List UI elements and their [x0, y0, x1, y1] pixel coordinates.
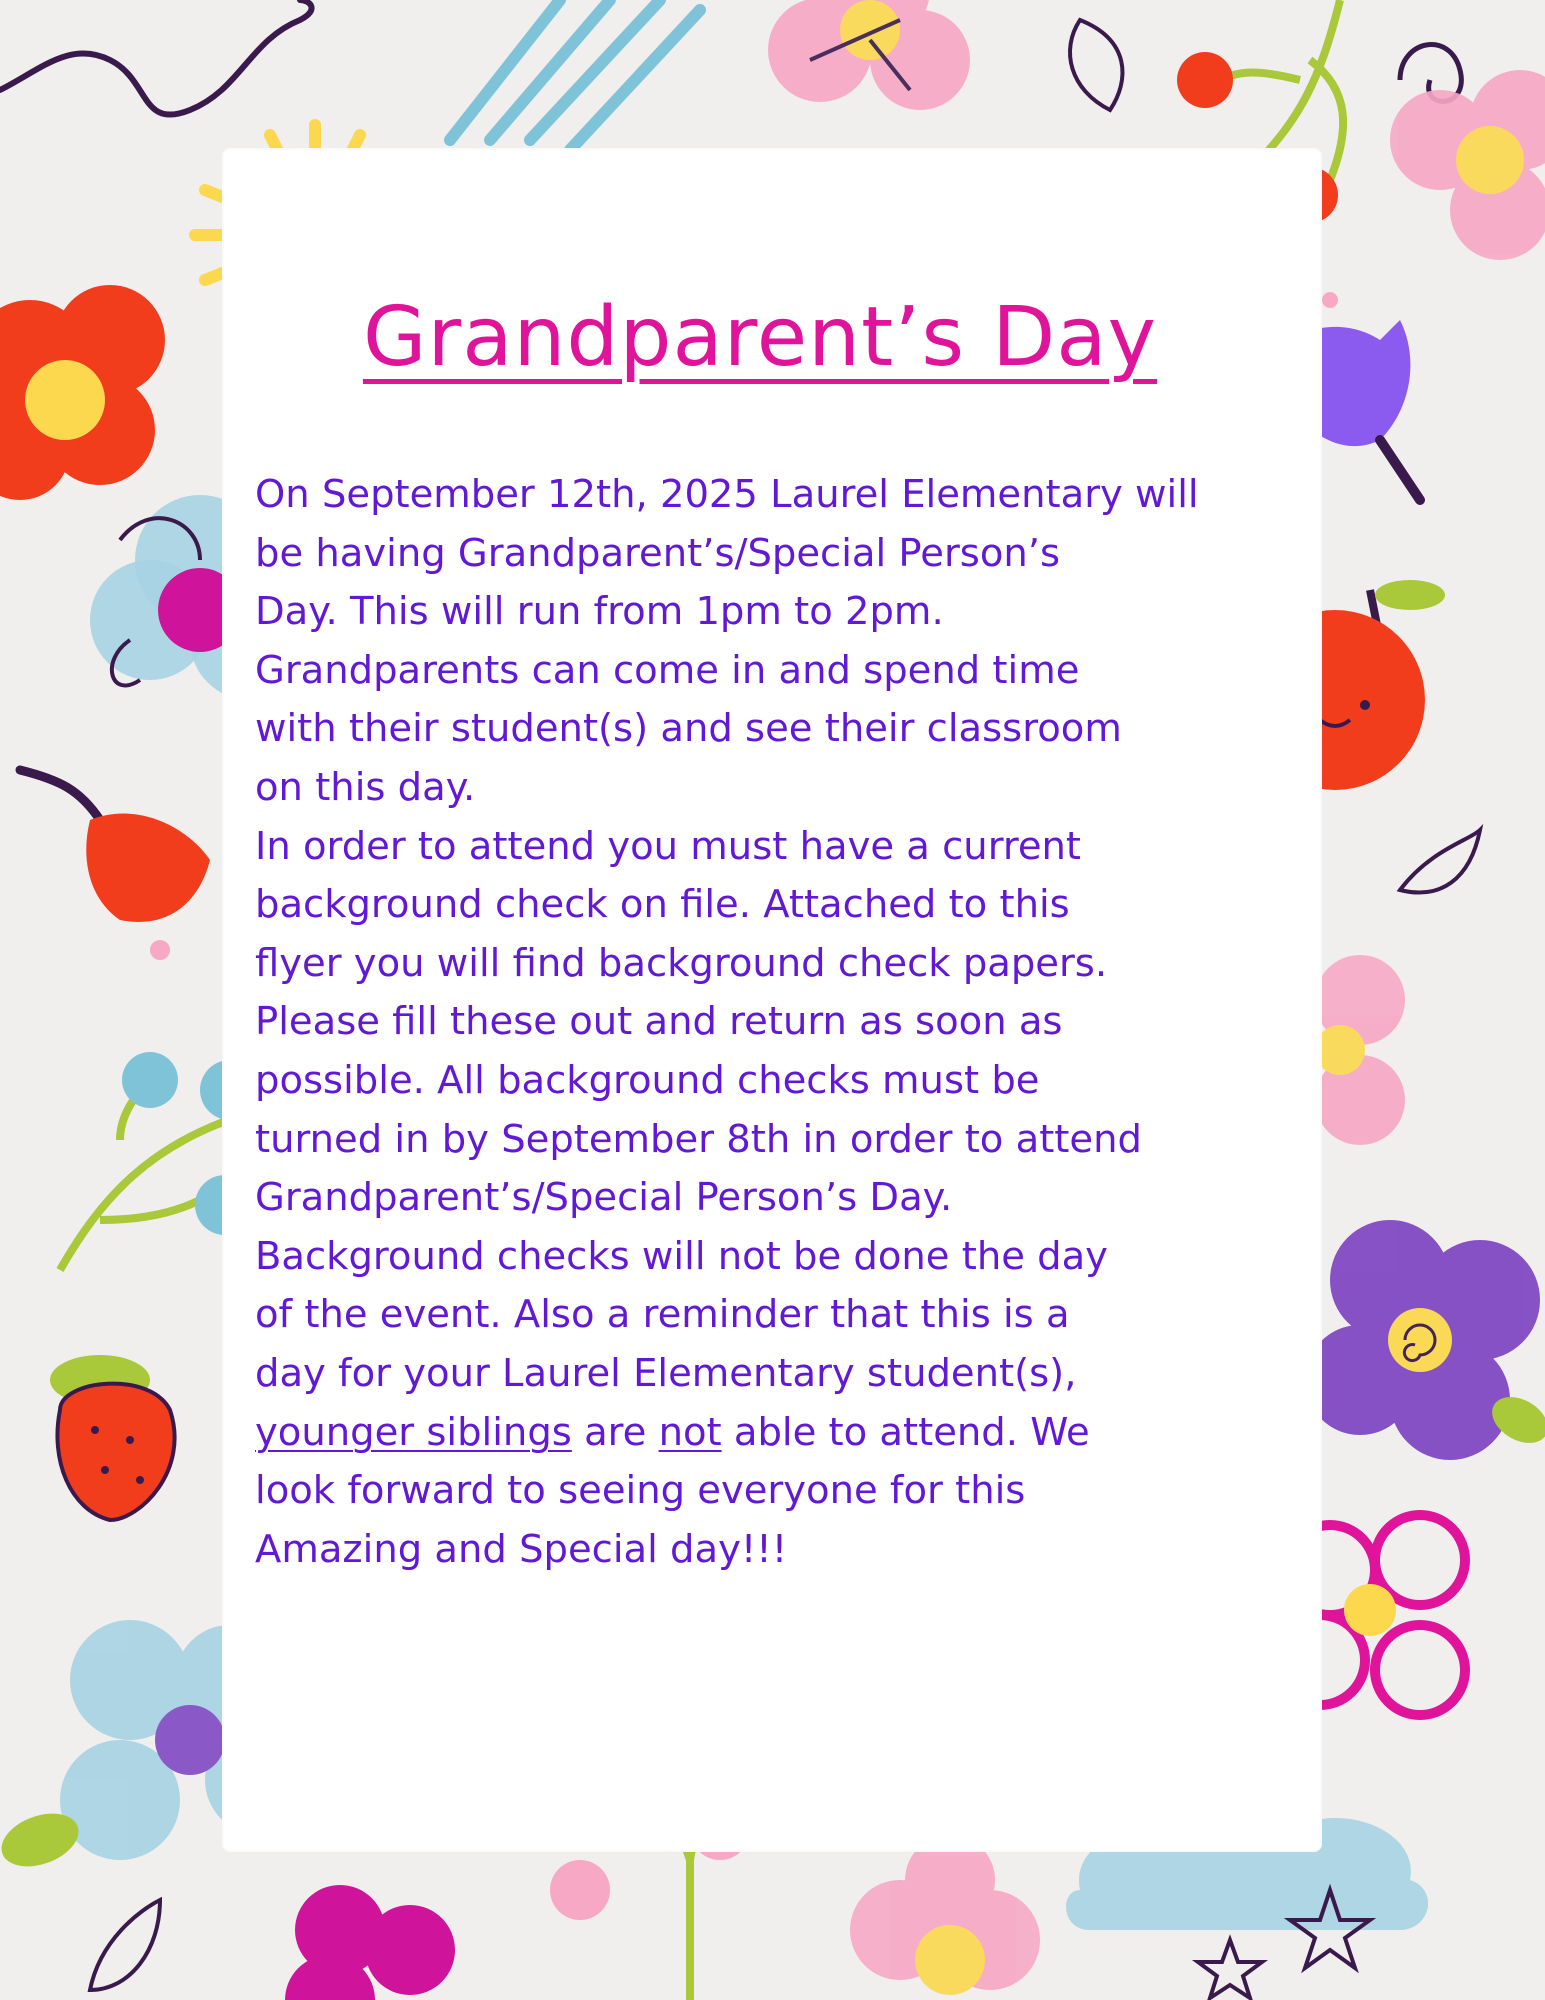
body-line: Grandparents can come in and spend time: [255, 647, 1080, 693]
body-text-fragment: are: [571, 1409, 659, 1455]
body-line: possible. All background checks must be: [255, 1057, 1040, 1103]
leaf-doodle: [1070, 20, 1122, 110]
squiggle-doodle: [0, 0, 312, 115]
pink-flower-bottom: [850, 1835, 1040, 1995]
body-line: Grandparent’s/Special Person’s Day.: [255, 1175, 953, 1221]
body-line: be having Grandparent’s/Special Person’s: [255, 530, 1061, 576]
magenta-flower-bottom: [285, 1885, 455, 2000]
pink-flower-top-right: [1390, 70, 1545, 260]
pink-flower-top: [768, 0, 970, 110]
underlined-not: not: [658, 1409, 722, 1455]
body-text-fragment: able to attend. We: [721, 1409, 1090, 1455]
leaf-doodle: [90, 1900, 160, 1990]
body-line: Background checks will not be done the day: [255, 1233, 1108, 1279]
body-line: turned in by September 8th in order to attend: [255, 1116, 1142, 1162]
body-line: Please fill these out and return as soon as: [255, 999, 1063, 1045]
body-line: on this day.: [255, 764, 476, 810]
leaf-doodle: [1400, 830, 1480, 893]
pink-flower-right: [1315, 955, 1405, 1145]
body-line: In order to attend you must have a current: [255, 823, 1082, 869]
star-icon: [1198, 1940, 1262, 1998]
body-line: Day. This will run from 1pm to 2pm.: [255, 589, 944, 635]
body-line: On September 12th, 2025 Laurel Elementary will: [255, 472, 1199, 517]
underlined-younger-siblings: younger siblings: [255, 1409, 572, 1455]
flyer-body: [255, 466, 1315, 1579]
body-line: flyer you will find background check papers.: [255, 940, 1108, 986]
blue-hatch-doodle: [450, 0, 700, 150]
body-line: with their student(s) and see their classroom: [255, 706, 1122, 752]
body-line-siblings: [255, 1404, 1315, 1463]
red-flower-left: [0, 285, 165, 500]
strawberry-icon: [50, 1355, 175, 1520]
flyer-title: Grandparent’s Day: [362, 290, 1158, 385]
body-line: day for your Laurel Elementary student(s),: [255, 1350, 1077, 1396]
body-line: background check on file. Attached to this: [255, 882, 1070, 928]
body-line: of the event. Also a reminder that this is a: [255, 1292, 1070, 1338]
body-line: Amazing and Special day!!!: [255, 1526, 788, 1572]
body-line: look forward to seeing everyone for this: [255, 1468, 1026, 1514]
red-tulip-doodle: [20, 770, 210, 960]
